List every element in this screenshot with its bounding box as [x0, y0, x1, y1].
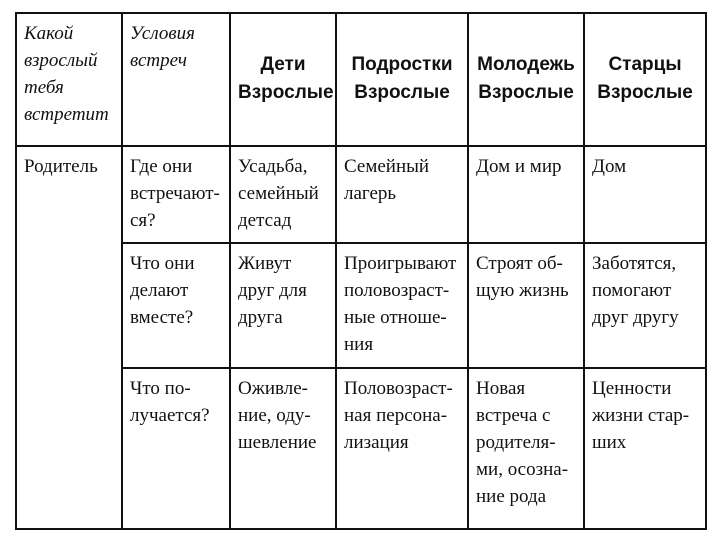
header-group-youth: Молодежь Взрослые	[468, 13, 584, 146]
table-cell: Семейный лагерь	[336, 146, 468, 244]
condition-cell: Где они встречают- ся?	[122, 146, 230, 244]
header-group-children: Дети Взрослые	[230, 13, 336, 146]
table-cell: Дом	[584, 146, 706, 244]
header-conditions: Условия встреч	[122, 13, 230, 146]
header-group-elders: Старцы Взрослые	[584, 13, 706, 146]
table-cell: Дом и мир	[468, 146, 584, 244]
table-cell: Новая встреча с родителя- ми, осозна- ние рода	[468, 368, 584, 529]
table-cell: Половозраст- ная персона- лизация	[336, 368, 468, 529]
meetings-table	[15, 12, 707, 530]
condition-cell: Что по- лучается?	[122, 368, 230, 529]
table-cell: Проигрывают половозраст- ные отноше- ния	[336, 243, 468, 367]
table-cell: Строят об- щую жизнь	[468, 243, 584, 367]
table-cell: Усадьба, семейный детсад	[230, 146, 336, 244]
table-cell: Ценности жизни стар- ших	[584, 368, 706, 529]
condition-cell: Что они делают вместе?	[122, 243, 230, 367]
header-group-teens: Подростки Взрослые	[336, 13, 468, 146]
role-cell: Родитель	[16, 146, 122, 529]
table-row	[16, 146, 706, 244]
header-adult-type: Какой взрослый тебя встретит	[16, 13, 122, 146]
table-cell: Живут друг для друга	[230, 243, 336, 367]
header-row	[16, 13, 706, 146]
table-cell: Оживле- ние, оду- шевление	[230, 368, 336, 529]
table-cell: Заботятся, помогают друг другу	[584, 243, 706, 367]
